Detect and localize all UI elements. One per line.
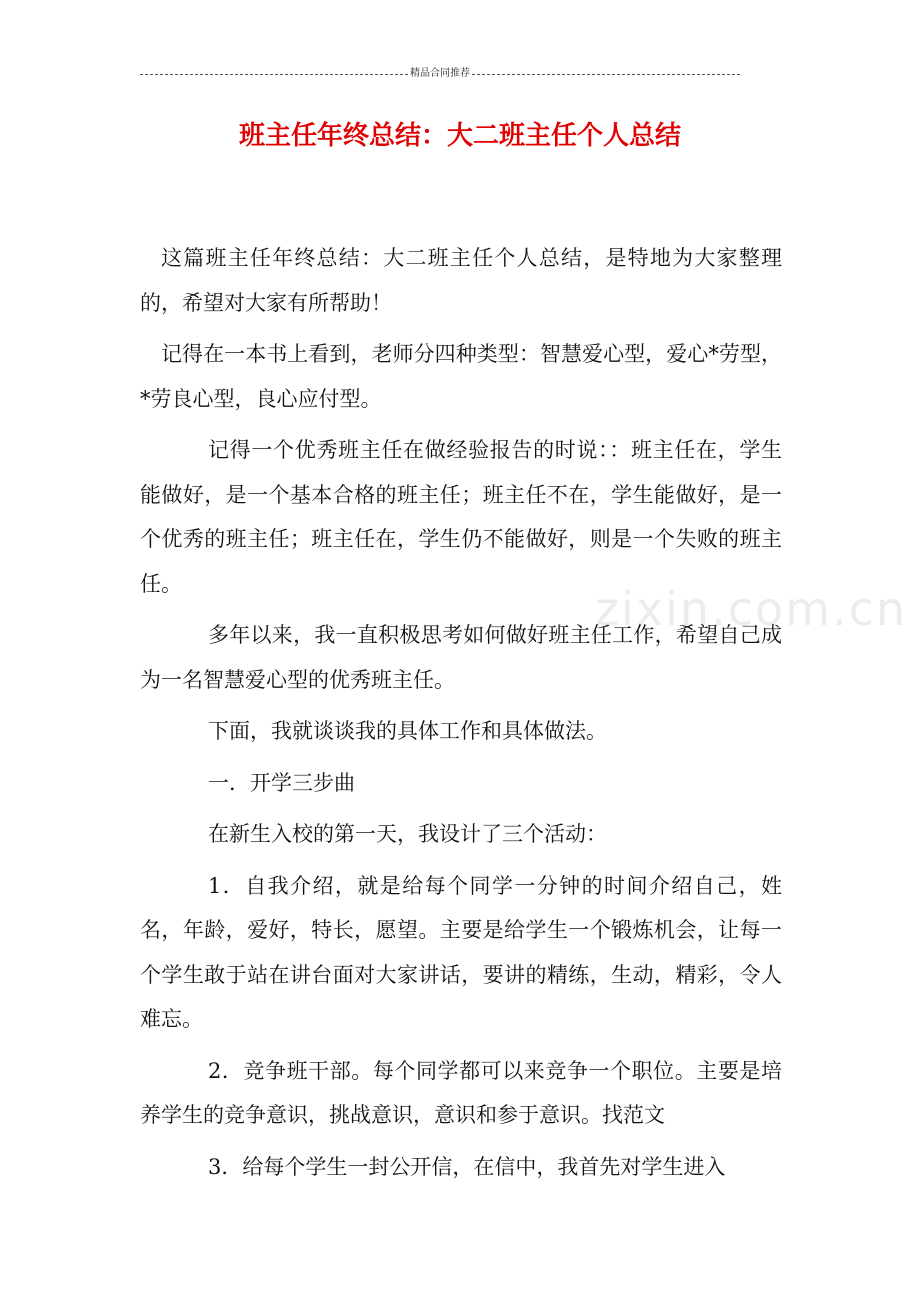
document-body <box>140 236 782 1196</box>
header-dash-left <box>140 74 408 75</box>
header-dash-right <box>472 74 740 75</box>
paragraph-transition: 下面，我就谈谈我的具体工作和具体做法。 <box>208 719 607 743</box>
paragraph-reflection: 多年以来，我一直积极思考如何做好班主任工作，希望自己成为一名智慧爱心型的优秀班主任。 <box>140 623 782 692</box>
paragraph-intro: 这篇班主任年终总结：大二班主任个人总结，是特地为大家整理的，希望对大家有所帮助！ <box>140 246 782 315</box>
watermark: zixin.com.cn <box>595 582 908 636</box>
paragraph-teacher-types: 记得在一本书上看到，老师分四种类型：智慧爱心型，爱心*劳型，*劳良心型，良心应付型。 <box>140 342 782 411</box>
list-item-class-cadre: 2．竞争班干部。每个同学都可以来竞争一个职位。主要是培养学生的竞争意识，挑战意识，意识和参于意识。找范文 <box>140 1058 782 1127</box>
list-item-open-letter: 3．给每个学生一封公开信，在信中，我首先对学生进入 <box>208 1154 726 1179</box>
header-label: 精品合同推荐 <box>410 68 470 79</box>
section-heading: 一．开学三步曲 <box>208 770 355 795</box>
header-rule <box>140 68 740 80</box>
paragraph-experience-report: 记得一个优秀班主任在做经验报告的时说：：班主任在，学生能做好，是一个基本合格的班主任；班主任不在，学生能做好，是一个优秀的班主任；班主任在，学生仍不能做好，则是一个失败的班主任。 <box>140 438 782 596</box>
document-title: 班主任年终总结：大二班主任个人总结 <box>238 121 681 151</box>
paragraph-activities-intro: 在新生入校的第一天，我设计了三个活动： <box>208 822 607 846</box>
list-item-self-introduction: 1．自我介绍，就是给每个同学一分钟的时间介绍自己，姓名，年龄，爱好，特长，愿望。主要是给学生一个锻炼机会，让每一个学生敢于站在讲台面对大家讲话，要讲的精练，生动，精彩，令人难忘。 <box>140 873 782 1031</box>
